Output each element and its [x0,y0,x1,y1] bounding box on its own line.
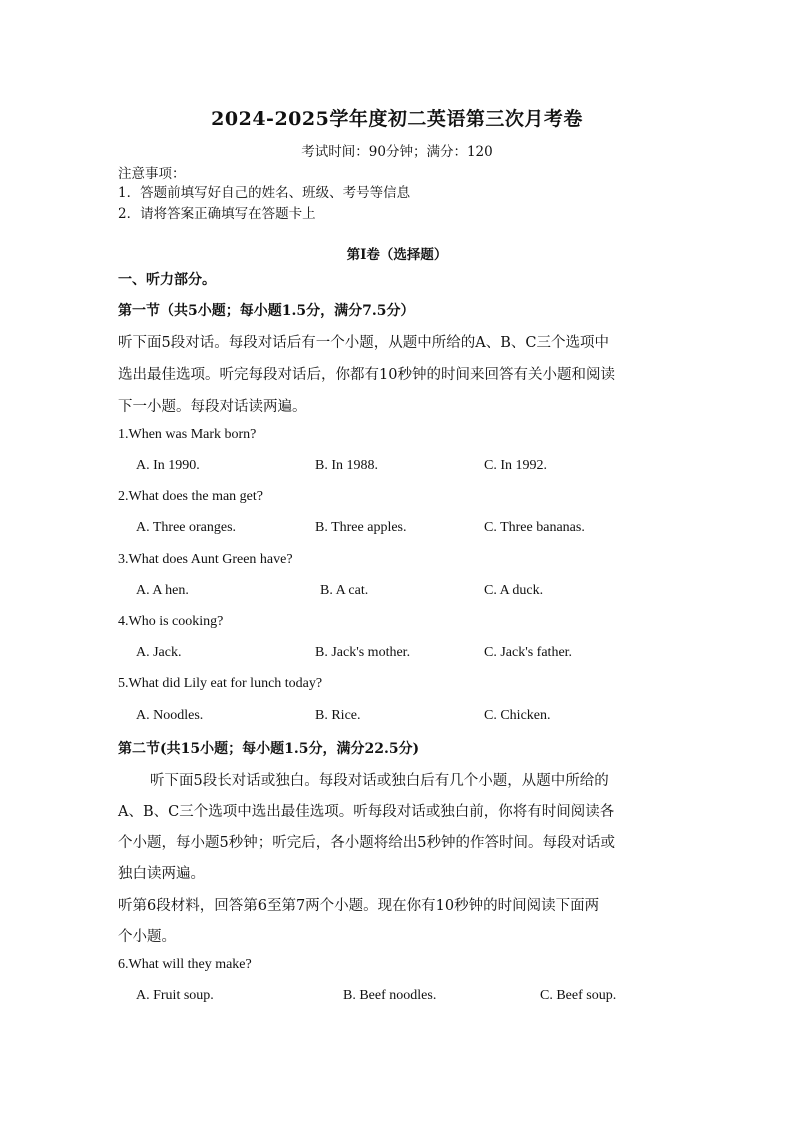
material-note-line: 听第6段材料，回答第6至第7两个小题。现在你有10秒钟的时间阅读下面两 [118,898,600,914]
option-b: B. Beef noodles. [343,988,437,1003]
option-a: A. In 1990. [136,458,200,473]
question-text: 5.What did Lily eat for lunch today? [118,676,323,691]
exam-title: 2024-2025学年度初二英语第三次月考卷 [211,108,583,130]
section-two-instruction-line: 听下面5段长对话或独白。每段对话或独白后有几个小题，从题中所给的 [150,773,609,789]
section-one-heading: 第一节（共5小题；每小题1.5分，满分7.5分） [118,303,415,319]
option-b: B. A cat. [320,583,369,598]
notice-item-1: 1．答题前填写好自己的姓名、班级、考号等信息 [118,185,411,201]
section-one-instruction-line: 选出最佳选项。听完每段对话后，你都有10秒钟的时间来回答有关小题和阅读 [118,367,615,383]
option-c: C. Beef soup. [540,988,617,1003]
part-one-title: 第I卷（选择题） [346,247,448,263]
option-c: C. Chicken. [484,708,551,723]
notice-label: 注意事项： [118,166,186,182]
option-a: A. Three oranges. [136,520,237,535]
section-one-instruction-line: 听下面5段对话。每段对话后有一个小题，从题中所给的A、B、C三个选项中 [118,335,609,351]
section-two-instruction-line: 个小题，每小题5秒钟；听完后，各小题将给出5秒钟的作答时间。每段对话或 [118,835,615,851]
option-b: B. Three apples. [315,520,407,535]
option-b: B. Jack's mother. [315,645,411,660]
option-a: A. Fruit soup. [136,988,214,1003]
section-two-instruction-line: 独白读两遍。 [118,866,205,882]
option-b: B. Rice. [315,708,361,723]
exam-info: 考试时间：90分钟；满分：120 [301,144,493,160]
question-text: 3.What does Aunt Green have? [118,552,293,567]
notice-item-2: 2．请将答案正确填写在答题卡上 [118,206,316,222]
option-c: C. Jack's father. [484,645,573,660]
question-text: 6.What will they make? [118,957,252,972]
option-c: C. In 1992. [484,458,547,473]
section-one-instruction-line: 下一小题。每段对话读两遍。 [118,399,307,415]
material-note-line: 个小题。 [118,929,176,945]
option-b: B. In 1988. [315,458,378,473]
question-text: 4.Who is cooking? [118,614,224,629]
option-c: C. Three bananas. [484,520,585,535]
question-text: 2.What does the man get? [118,489,264,504]
option-c: C. A duck. [484,583,544,598]
option-a: A. Jack. [136,645,182,660]
section-two-heading: 第二节(共15小题；每小题1.5分，满分22.5分) [118,741,420,757]
option-a: A. Noodles. [136,708,204,723]
listening-section-heading: 一、听力部分。 [118,272,216,288]
option-a: A. A hen. [136,583,189,598]
section-two-instruction-line: A、B、C三个选项中选出最佳选项。听每段对话或独白前，你将有时间阅读各 [118,804,615,820]
question-text: 1.When was Mark born? [118,427,257,442]
